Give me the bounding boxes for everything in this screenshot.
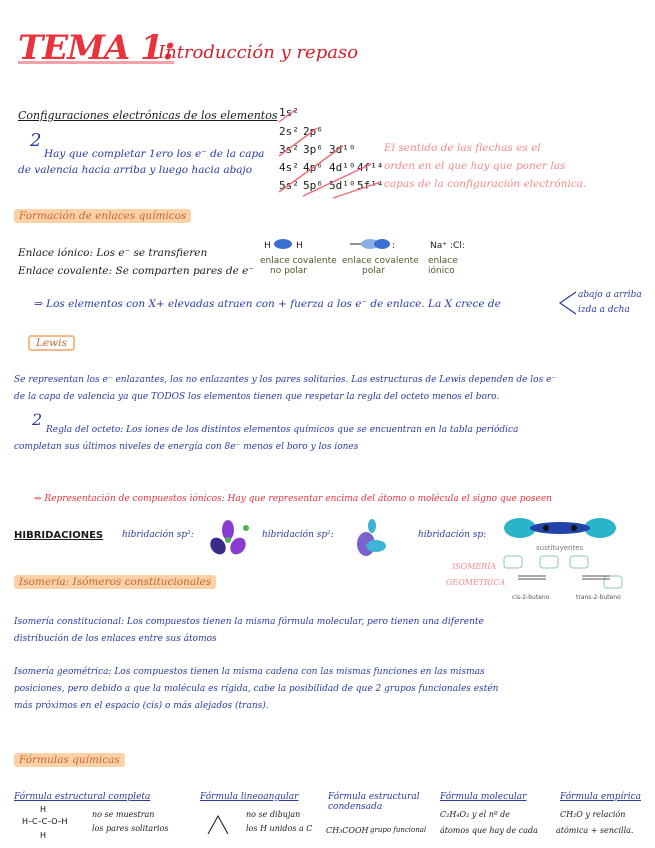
config-note-line1: Hay que completar 1ero los e⁻ de la capa [44,148,265,160]
isomeria-heading [14,576,216,588]
hibrid-sp2: hibridación sp²: [262,530,334,540]
config-heading: Configuraciones electrónicas de los elementos [18,109,278,122]
enlace-covalente: Enlace covalente: Se comparten pares de e⁻ [18,265,254,277]
octeto-line1: Regla del octeto: Los iones de los distintos elementos químicos que se encuentran en la tabla periódica [46,425,519,435]
formula-completa-title: Fórmula estructural completa [14,792,151,802]
svg-text:H: H [296,241,303,251]
formula-lineo-l2: los H unidos a C [246,824,313,833]
orbital-3d: 3d¹⁰ [329,143,356,156]
orbital-1s: 1s² [279,106,299,119]
orbital-5f: 5f¹⁴ [357,179,384,192]
sp-orbital-icon [500,514,620,542]
orbital-diagram [277,100,387,200]
label-ionico: enlace iónico [428,256,458,276]
isomeria-label: ISOMERÍA [452,562,497,571]
sp2-orbital-icon [346,516,396,560]
enlace-ionico: Enlace iónico: Los e⁻ se transfieren [18,247,208,259]
bond-diagram [250,232,480,280]
formulas-heading-text: Fórmulas químicas [14,753,125,767]
formula-molecular-l1: C₂H₄O₂ y el nº de [440,810,511,819]
formula-completa-l1: no se muestran [92,810,155,819]
svg-text:H: H [40,805,47,814]
label-nopolar-a: enlace covalente [260,256,337,266]
formula-lineo-title: Fórmula lineoangular [200,792,299,802]
formula-condensada-title: Fórmula estructural condensada [328,792,420,812]
page-title: TEMA 1: [18,28,175,68]
formulas-heading [14,754,125,766]
svg-text:Na⁺: Na⁺ [430,241,447,251]
formula-molecular-title: Fórmula molecular [440,792,527,802]
svg-text::: : [392,241,396,251]
formula-condensada-l2: grupo funcional [370,826,427,834]
hibrid-sp: hibridación sp: [418,530,487,540]
formula-completa-l2: los pares solitarios [92,824,169,833]
cis-trans-figure [500,544,630,606]
octeto-mark: 2 [32,410,43,429]
ionicos-note: ⇒ Representación de compuestos iónicos: Hay que representar encima del átomo o molécula el signo que poseen [34,494,552,504]
formula-condensada-l1: CH₃COOH [326,826,369,835]
trend-izq: izda a dcha [578,305,630,315]
arrow-note-1: El sentido de las flechas es el [384,142,541,154]
orbital-3p: 3p⁶ [303,143,323,156]
page-subtitle: Introducción y repaso [158,42,359,63]
svg-text:H–C–C–O–H: H–C–C–O–H [22,817,68,826]
orbital-2p: 2p⁶ [303,125,323,138]
sustituyentes-label: sustituyentes [536,544,584,552]
isomeria-geo-2: posiciones, pero debido a que la molécula es rígida, cabe la posibilidad de que 2 grupos funcionales estén [14,684,499,694]
orbital-5d: 5d¹⁰ [329,179,356,192]
config-note-line2: de valencia hacia arriba y luego hacia abajo [18,164,253,176]
enlaces-heading-text: Formación de enlaces químicos [14,209,191,223]
enlaces-heading [14,210,191,222]
trend-abajo: abajo a arriba [578,290,642,300]
lewis-p1: Se representan los e⁻ enlazantes, los no enlazantes y los pares solitarios. Las estructuras de Lewis dependen de los e⁻ [14,375,557,385]
formula-lineo-l1: no se dibujan [246,810,301,819]
isomeria-geo-3: más próximos en el espacio (cis) o más alejados (trans). [14,701,269,711]
orbital-4s: 4s² [279,161,299,174]
lewis-heading-text: Lewis [28,335,75,351]
lewis-p2: de la capa de valencia ya que TODOS los elementos tienen que respetar la regla del octeto menos el boro. [14,392,500,402]
hibrid-sp3: hibridación sp³: [122,530,194,540]
orbital-2s: 2s² [279,125,299,138]
label-polar-a: enlace covalente [342,256,419,266]
cis-label: cis-2-buteno [512,594,550,601]
arrow-note-3: capas de la configuración electrónica. [384,178,587,190]
note-mark: 2 [30,130,42,151]
orbital-4f: 4f¹⁴ [357,161,384,174]
orbital-5s: 5s² [279,179,299,192]
isomeria-geo-1: Isomería geométrica: Los compuestos tienen la misma cadena con las mismas funciones en las mismas [14,667,485,677]
octeto-line2: completan sus últimos niveles de energía con 8e⁻ menos el boro y los iones [14,442,359,452]
isomeria-heading-text: Isomería: Isómeros constitucionales [14,575,216,589]
electroneg-note: ⇒ Los elementos con X+ elevadas atraen con + fuerza a los e⁻ de enlace. La X crece de [34,298,501,310]
orbital-4d: 4d¹⁰ [329,161,356,174]
trans-label: trans-2-buteno [576,594,621,601]
lineo-structure [204,806,244,838]
lewis-heading [28,337,75,349]
arrow-note-2: orden en el que hay que poner las [384,160,566,172]
formula-empirica-l2: atómica + sencilla. [556,826,634,835]
completa-structure [22,802,92,844]
orbital-3s: 3s² [279,143,299,156]
hibrid-heading: HIBRIDACIONES [14,530,104,541]
label-polar-b: polar [362,266,385,276]
formula-empirica-l1: CH₂O y relación [560,810,626,819]
geometrica-label: GEOMÉTRICA [446,578,506,587]
svg-text:H: H [40,831,47,840]
svg-text:H: H [264,241,271,251]
svg-text::Cl:: :Cl: [450,241,465,251]
formula-empirica-title: Fórmula empírica [560,792,641,802]
orbital-4p: 4p⁶ [303,161,323,174]
isomeria-const-1: Isomería constitucional: Los compuestos tienen la misma fórmula molecular, pero tienen una diferente [14,617,484,627]
cis-trans-diagram [500,552,630,592]
formula-molecular-l2: átomos que hay de cada [440,826,538,835]
sp3-orbital-icon [206,518,254,558]
orbital-5p: 5p⁶ [303,179,323,192]
isomeria-const-2: distribución de los enlaces entre sus átomos [14,634,217,644]
bracket-icon [556,290,578,316]
diagonal-arrows [277,100,387,200]
label-nopolar-b: no polar [270,266,308,276]
